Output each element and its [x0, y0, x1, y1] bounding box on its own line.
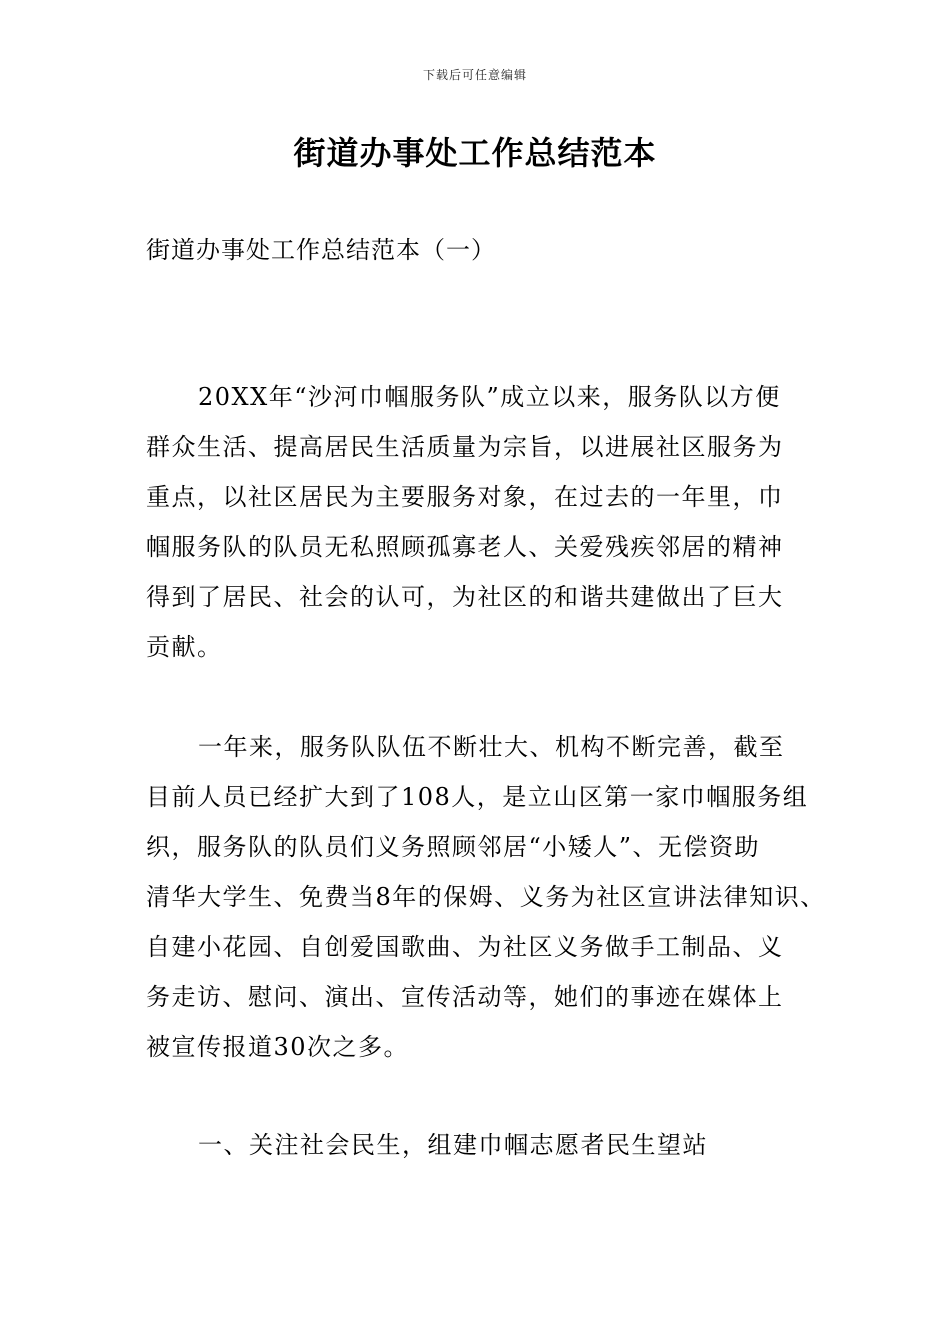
section-heading-line: 一、关注社会民生，组建巾帼志愿者民生望站	[198, 1131, 708, 1159]
paragraph-line: 自建小花园、自创爱国歌曲、为社区义务做手工制品、义	[146, 933, 784, 961]
paragraph-line: 贡献。	[146, 633, 223, 661]
paragraph-line: 重点，以社区居民为主要服务对象，在过去的一年里，巾	[146, 483, 784, 511]
paragraph-2	[146, 722, 826, 1072]
paragraph-line: 务走访、慰问、演出、宣传活动等，她们的事迹在媒体上	[146, 983, 784, 1011]
paragraph-line: 被宣传报道30次之多。	[146, 1033, 410, 1061]
paragraph-line: 清华大学生、免费当8年的保姆、义务为社区宣讲法律知识、	[146, 883, 826, 911]
paragraph-line: 群众生活、提高居民生活质量为宗旨，以进展社区服务为	[146, 433, 784, 461]
paragraph-line: 织，服务队的队员们义务照顾邻居“小矮人”、无偿资助	[146, 833, 761, 861]
paragraph-line: 帼服务队的队员无私照顾孤寡老人、关爱残疾邻居的精神	[146, 533, 784, 561]
paragraph-1	[146, 372, 826, 672]
paragraph-line: 得到了居民、社会的认可，为社区的和谐共建做出了巨大	[146, 583, 784, 611]
paragraph-line: 一年来，服务队队伍不断壮大、机构不断完善，截至	[198, 733, 785, 761]
section-heading	[146, 1120, 826, 1170]
document-title: 街道办事处工作总结范本	[293, 134, 657, 172]
header-note: 下载后可任意编辑	[422, 68, 527, 82]
paragraph-line: 20XX年“沙河巾帼服务队”成立以来，服务队以方便	[198, 383, 781, 411]
document-subtitle: 街道办事处工作总结范本（一）	[146, 236, 496, 264]
paragraph-line: 目前人员已经扩大到了108人，是立山区第一家巾帼服务组	[146, 783, 809, 811]
